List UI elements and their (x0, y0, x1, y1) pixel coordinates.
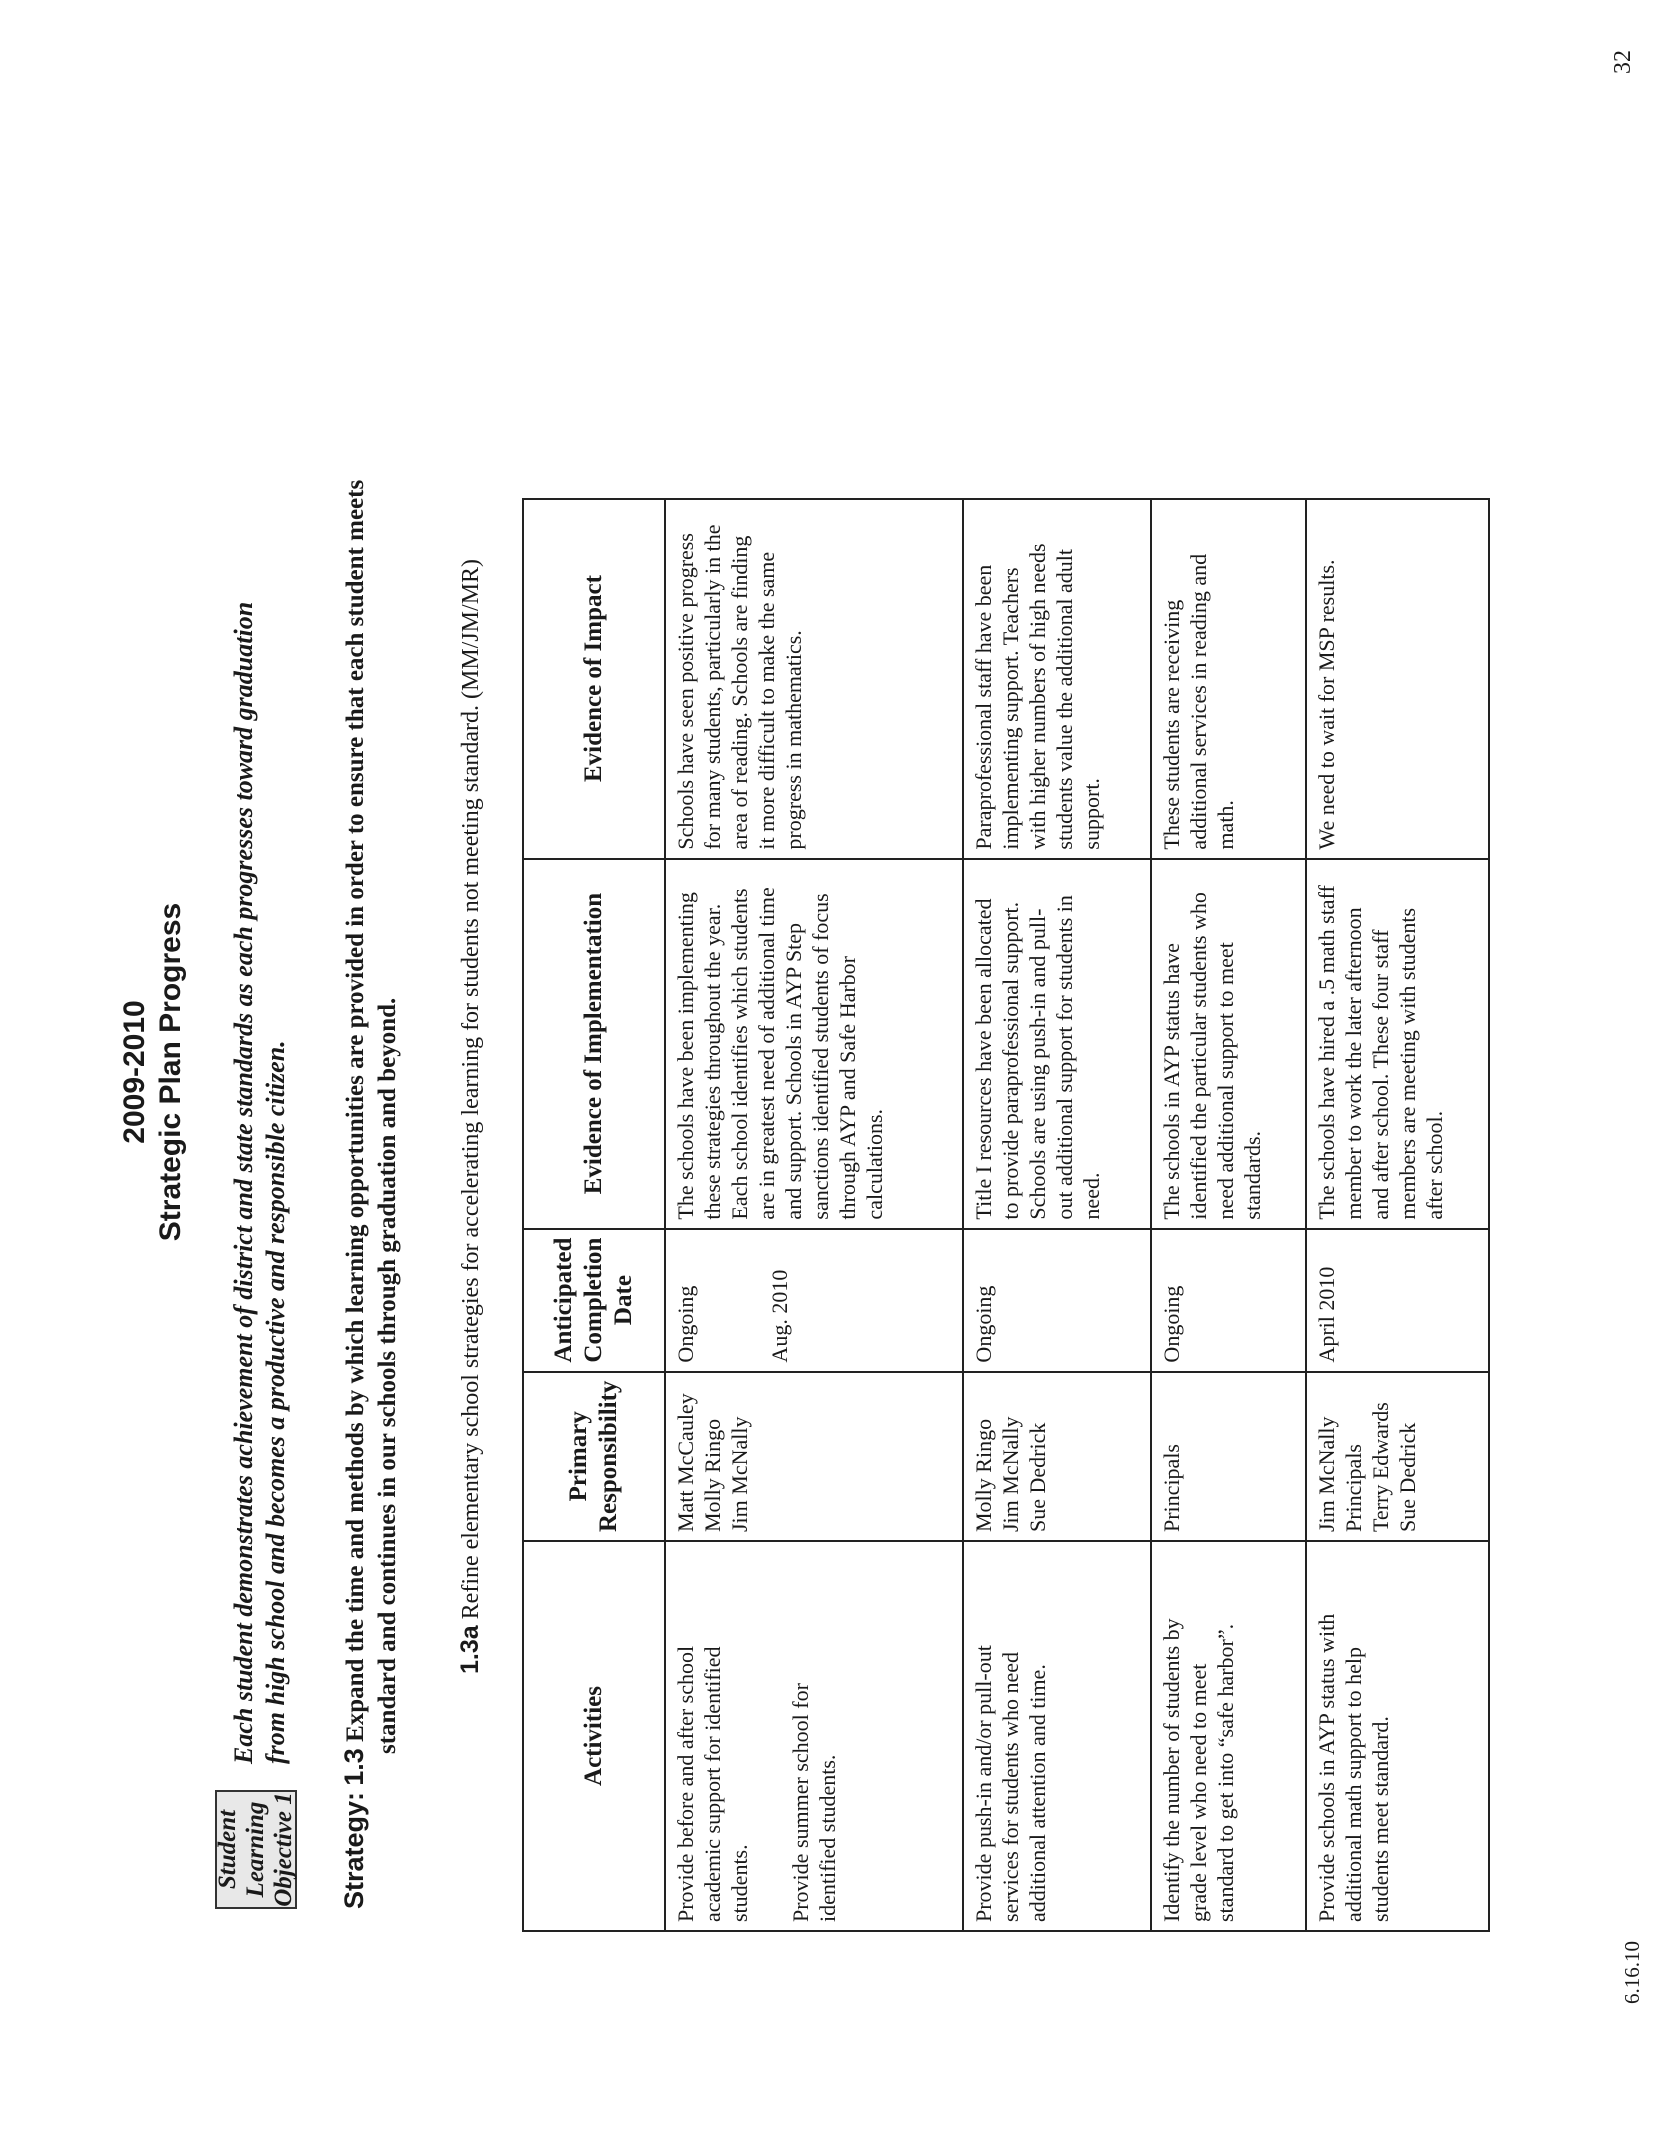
impact-cell: We need to wait for MSP results. (1306, 499, 1489, 859)
activity-cell: Provide before and after school academic support for identified students. Provide summer school for identified students. (665, 1541, 963, 1931)
strategy-line2: standard and continues in our schools through graduation and beyond. (374, 997, 401, 1754)
substrategy-number: 1.3a (456, 1625, 484, 1674)
page-number: 32 (1610, 50, 1636, 74)
activity-cell: Provide schools in AYP status with additional math support to help students meet standard. (1306, 1541, 1489, 1931)
header-responsibility: Primary Responsibility (523, 1372, 665, 1541)
table-header-row (523, 499, 665, 1931)
completion-date-cell: Ongoing (1151, 1229, 1306, 1372)
objective-line2: from high school and becomes a productive and responsible citizen. (261, 1040, 290, 1764)
table-row (963, 499, 1151, 1931)
responsibility-cell: Molly Ringo Jim McNally Sue Dedrick (963, 1372, 1151, 1541)
strategy-line1: Expand the time and methods by which learning opportunities are provided in order to ensure that each student meets (342, 479, 369, 1742)
header-implementation: Evidence of Implementation (523, 859, 665, 1229)
completion-date-cell: April 2010 (1306, 1229, 1489, 1372)
responsibility-cell: Jim McNally Principals Terry Edwards Sue Dedrick (1306, 1372, 1489, 1541)
header-impact: Evidence of Impact (523, 499, 665, 859)
implementation-cell: The schools in AYP status have identified the particular students who need additional support to meet standards. (1151, 859, 1306, 1229)
substrategy (455, 174, 486, 1674)
header-activities: Activities (523, 1541, 665, 1931)
responsibility-cell: Matt McCauley Molly Ringo Jim McNally (665, 1372, 963, 1541)
objective-label-line2: Objective 1 (270, 1792, 297, 1907)
completion-date-cell: Ongoing Aug. 2010 (665, 1229, 963, 1372)
impact-cell: These students are receiving additional services in reading and math. (1151, 499, 1306, 859)
objective-label-box (215, 1790, 297, 1909)
table-row (665, 499, 963, 1931)
strategy-statement (338, 89, 404, 1909)
impact-cell: Paraprofessional staff have been implementing support. Teachers with higher numbers of high needs students value the additional adult support. (963, 499, 1151, 859)
table-row (1306, 499, 1489, 1931)
activity-cell: Identify the number of students by grade level who need to meet standard to get into “safe harbor”. (1151, 1541, 1306, 1931)
impact-cell: Schools have seen positive progress for many students, particularly in the area of reading. Schools are finding it more difficult to make the same progress in mathematics. (665, 499, 963, 859)
strategy-number: 1.3 (339, 1748, 369, 1786)
activity-cell: Provide push-in and/or pull-out services for students who need additional attention and time. (963, 1541, 1151, 1931)
footer-date: 6.16.10 (1620, 1941, 1644, 2004)
objective-label-line1: Student Learning (214, 1801, 269, 1898)
strategy-label: Strategy: (339, 1791, 369, 1909)
implementation-cell: Title I resources have been allocated to provide paraprofessional support. Schools are using push-in and pull- out additional support for students in need. (963, 859, 1151, 1229)
objective-line1: Each student demonstrates achievement of district and state standards as each progresses toward graduation (229, 601, 258, 1764)
document-year: 2009-2010 (118, 1000, 151, 1144)
header-completion-date: Anticipated Completion Date (523, 1229, 665, 1372)
responsibility-cell: Principals (1151, 1372, 1306, 1541)
implementation-cell: The schools have been implementing these strategies throughout the year. Each school identifies which students are in greatest need of additional time and support. Schools in AYP Step sanctions identified students of focus through AYP and Safe Harbor calculations. (665, 859, 963, 1229)
substrategy-text: Refine elementary school strategies for accelerating learning for students not meeting standard. (MM/JM/MR) (458, 558, 484, 1620)
objective-statement (228, 64, 292, 1764)
progress-table (522, 498, 1490, 1932)
table-row (1151, 499, 1306, 1931)
document-title: Strategic Plan Progress (154, 902, 187, 1242)
completion-date-cell: Ongoing (963, 1229, 1151, 1372)
implementation-cell: The schools have hired a .5 math staff member to work the later afternoon and after school. These four staff members are meeting with students after school. (1306, 859, 1489, 1229)
